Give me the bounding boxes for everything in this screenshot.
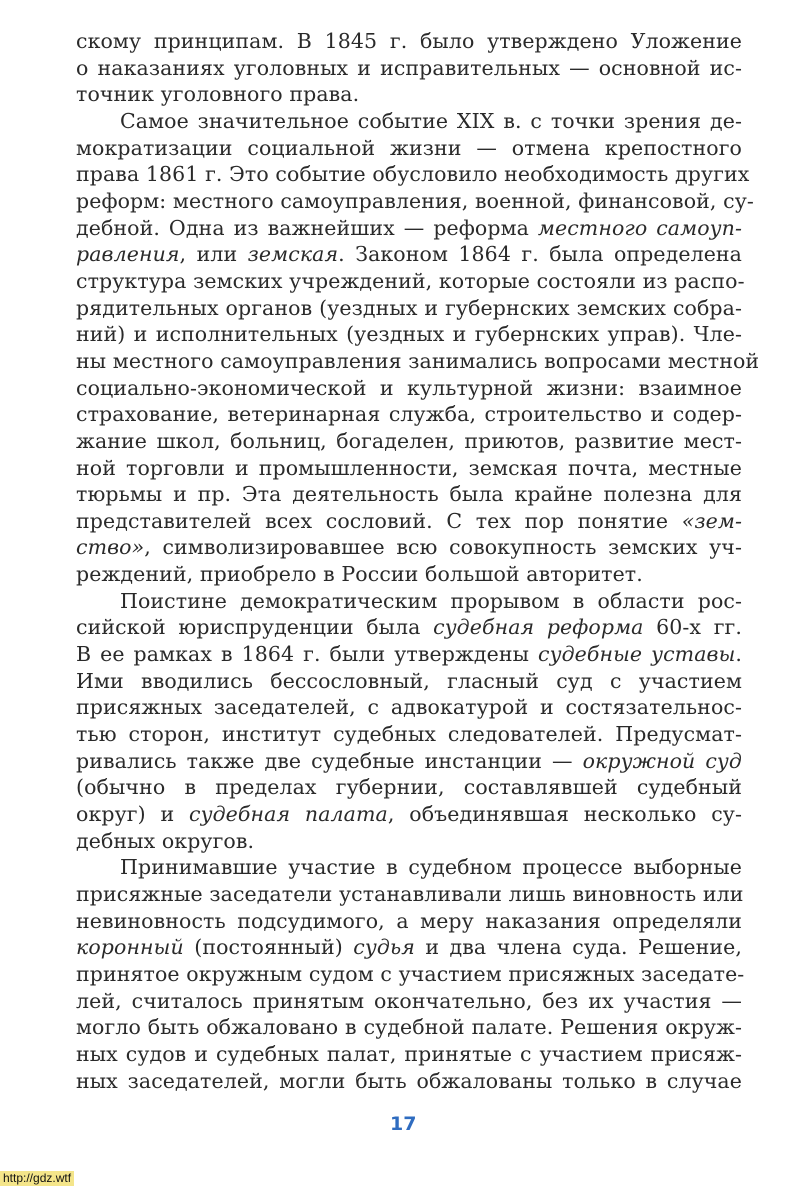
text-line (76, 588, 742, 615)
text-line (76, 401, 742, 428)
text-segment: (обычно в пределах губернии, составлявшей судебный (76, 775, 742, 800)
text-line (76, 455, 742, 482)
text-line (76, 55, 742, 82)
italic-term: судья (353, 935, 415, 960)
italic-term: судебные уставы (538, 642, 736, 667)
text-segment: ривались также две судебные инстанции — (76, 748, 583, 773)
text-segment: 60-х гг. (643, 615, 742, 640)
text-line (76, 854, 742, 881)
text-segment: о наказаниях уголовных и исправительных — основной ис- (76, 55, 742, 80)
text-line (76, 668, 742, 695)
text-segment: ных судов и судебных палат, принятые с участием присяж- (76, 1041, 742, 1066)
text-segment: В ее рамках в 1864 г. были утверждены (76, 642, 538, 667)
text-line (76, 774, 742, 801)
text-line (76, 348, 760, 375)
text-line (76, 295, 742, 322)
text-segment: округ) и (76, 802, 190, 827)
page-number: 17 (390, 1113, 417, 1135)
text-segment: представителей всех сословий. С тех пор понятие (76, 508, 682, 533)
italic-term: равления (76, 242, 180, 267)
text-line (76, 561, 742, 588)
text-line (76, 188, 754, 215)
text-segment: скому принципам. В 1845 г. было утверждено Уложение (76, 29, 742, 53)
text-segment: невиновность подсудимого, а меру наказания определяли (76, 908, 742, 933)
text-segment: присяжные заседатели устанавливали лишь виновность или (76, 882, 744, 906)
text-line (76, 908, 742, 935)
text-segment: , или (179, 242, 248, 267)
text-line (76, 801, 742, 828)
text-line (76, 988, 742, 1015)
text-segment: , объединявшая несколько су- (387, 802, 742, 827)
text-segment: мократизации социальной жизни — отмена крепостного (76, 135, 742, 160)
text-segment: . Законом 1864 г. была определена (338, 242, 743, 267)
text-segment: жание школ, больниц, богаделен, приютов, развитие мест- (76, 428, 742, 453)
text-segment: присяжных заседателей, с адвокатурой и состязательнос- (76, 695, 742, 720)
text-line (76, 481, 742, 508)
text-line (76, 614, 742, 641)
italic-term: ство» (76, 535, 145, 560)
paragraph (76, 854, 745, 1094)
text-segment: реформ: местного самоуправления, военной, финансовой, су- (76, 188, 754, 213)
italic-term: коронный (76, 935, 184, 960)
text-line (76, 135, 742, 162)
text-line (76, 375, 742, 402)
italic-term: местного самоуп- (537, 215, 742, 240)
text-line (76, 534, 742, 561)
text-segment: , символизировавшее всю совокупность земских уч- (144, 535, 742, 560)
text-line (76, 748, 742, 775)
text-segment: и два члена суда. Решение, (414, 935, 742, 960)
text-segment: тью сторон, институт судебных следователей. Предусмат- (76, 722, 742, 747)
italic-term: окружной суд (582, 748, 743, 773)
text-segment: дебных округов. (76, 828, 255, 853)
text-line (76, 694, 742, 721)
text-segment: принятое окружным судом с участием присяжных заседате- (76, 961, 745, 986)
text-line (76, 1041, 742, 1068)
text-segment: Самое значительное событие XIX в. с точки зрения де- (120, 108, 742, 133)
text-segment: социально-экономической и культурной жизни: взаимное (76, 375, 742, 400)
text-segment: структура земских учреждений, которые состояли из распо- (76, 268, 745, 293)
text-line (76, 268, 745, 295)
paragraph (76, 108, 760, 588)
text-segment: ных заседателей, могли быть обжалованы только в случае (76, 1068, 742, 1093)
paragraph (76, 28, 742, 108)
italic-term: «зем- (681, 508, 742, 533)
text-line (76, 321, 742, 348)
text-line (76, 81, 742, 108)
text-line (76, 508, 742, 535)
paragraph (76, 588, 742, 855)
text-line (76, 934, 742, 961)
text-segment: лей, считалось принятым окончательно, без их участия — (76, 988, 742, 1013)
text-line (76, 28, 742, 55)
text-segment: ны местного самоуправления занимались вопросами местной (76, 348, 760, 373)
text-line (76, 881, 742, 908)
text-segment: тюрьмы и пр. Эта деятельность была крайне полезна для (76, 482, 742, 507)
italic-term: земская (247, 242, 339, 267)
text-line (76, 241, 742, 268)
text-line (76, 961, 745, 988)
body-text (76, 28, 760, 1094)
text-segment: дебной. Одна из важнейших — реформа (76, 215, 538, 240)
italic-term: судебная палата (189, 802, 388, 827)
text-line (76, 828, 742, 855)
text-segment: ной торговли и промышленности, земская почта, местные (76, 455, 742, 480)
italic-term: судебная реформа (433, 615, 644, 640)
text-line (76, 161, 750, 188)
text-segment: ний) и исполнительных (уездных и губернских управ). Чле- (76, 322, 742, 347)
text-segment: . (735, 642, 742, 667)
text-segment: точник уголовного права. (76, 82, 360, 107)
watermark-link[interactable]: http://gdz.wtf (0, 1171, 74, 1186)
text-segment: могло быть обжаловано в судебной палате. Решения окруж- (76, 1015, 742, 1040)
text-segment: сийской юриспруденции была (76, 615, 434, 640)
text-segment: реждений, приобрело в России большой авторитет. (76, 562, 643, 587)
text-segment: права 1861 г. Это событие обусловило необходимость других (76, 162, 750, 187)
text-segment: Поистине демократическим прорывом в области рос- (120, 588, 742, 613)
text-line (76, 215, 742, 242)
text-line (76, 1068, 742, 1095)
text-line (76, 428, 742, 455)
text-segment: (постоянный) (183, 935, 354, 960)
text-segment: Ими вводились бессословный, гласный суд с участием (76, 668, 742, 693)
text-segment: Принимавшие участие в судебном процессе выборные (120, 855, 742, 880)
text-line (76, 721, 742, 748)
text-segment: страхование, ветеринарная служба, строительство и содер- (76, 402, 742, 427)
text-line (76, 641, 742, 668)
text-line (76, 1014, 742, 1041)
text-line (76, 108, 742, 135)
text-segment: рядительных органов (уездных и губернских земских собра- (76, 295, 742, 320)
